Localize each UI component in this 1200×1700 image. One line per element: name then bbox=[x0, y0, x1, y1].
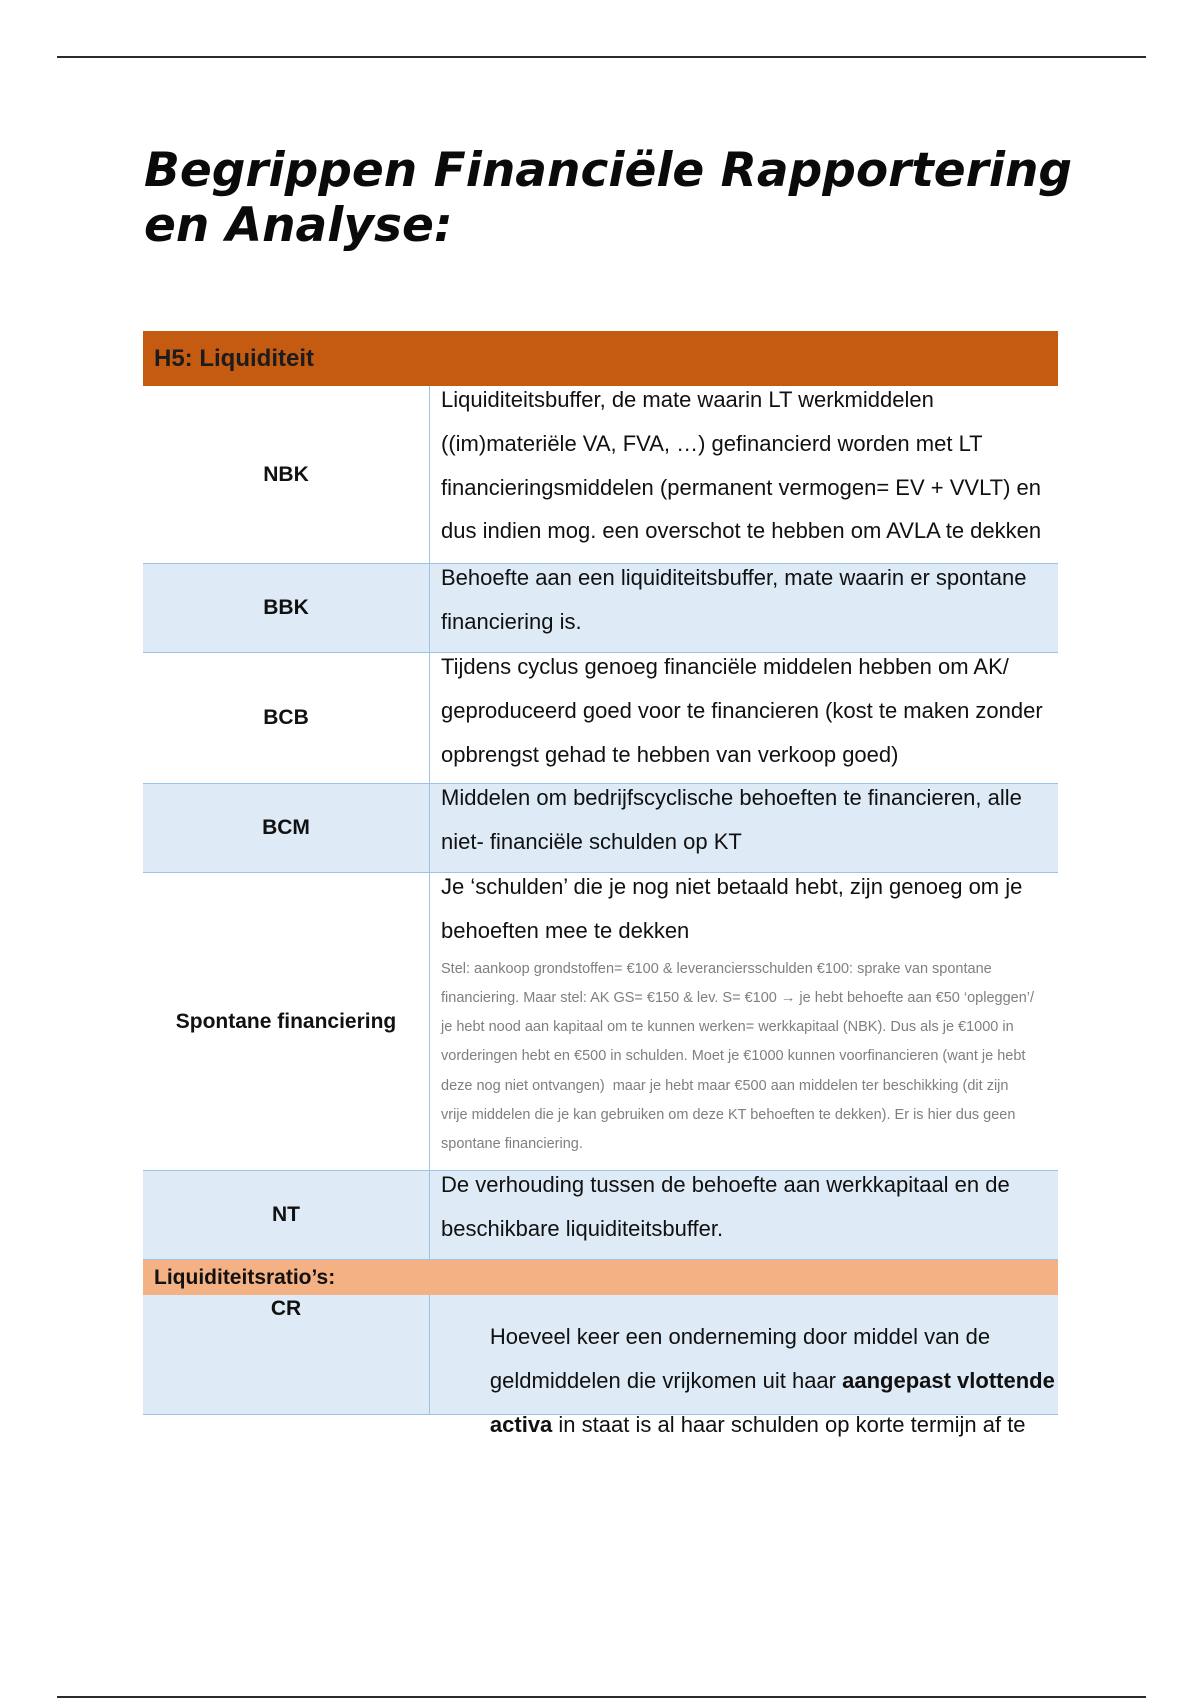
term-cell bbox=[143, 564, 429, 652]
definition-line: De verhouding tussen de behoefte aan werkkapitaal en de bbox=[441, 1172, 1010, 1197]
definition-line: financieringsmiddelen (permanent vermogen= EV + VVLT) en bbox=[441, 474, 1042, 500]
definition-line: behoeften mee te dekken bbox=[441, 917, 690, 943]
definition-cell bbox=[429, 1295, 1058, 1437]
definition-text: in staat is al haar schulden op korte termijn af te bbox=[552, 1411, 1026, 1437]
definition-line: ((im)materiële VA, FVA, …) gefinancierd worden met LT bbox=[441, 430, 983, 456]
table-row bbox=[143, 386, 1058, 564]
definition-line: Middelen om bedrijfscyclische behoeften te financieren, alle bbox=[441, 785, 1022, 810]
subheader-label: Liquiditeitsratio’s: bbox=[154, 1265, 336, 1289]
definition-cell bbox=[429, 784, 1058, 872]
term-label: CR bbox=[270, 1297, 302, 1320]
definition-text: geldmiddelen die vrijkomen uit haar bbox=[489, 1367, 843, 1393]
definition-cell bbox=[429, 564, 1058, 652]
definition-text: Hoeveel keer een onderneming door middel van de bbox=[489, 1324, 991, 1349]
definition-cell bbox=[429, 1171, 1058, 1259]
definition-line: beschikbare liquiditeitsbuffer. bbox=[441, 1215, 724, 1241]
section-header-row bbox=[143, 331, 1058, 386]
definition-line: financiering is. bbox=[441, 608, 582, 634]
example-line: vrije middelen die je kan gebruiken om deze KT behoeften te dekken). Er is hier dus geen bbox=[441, 1107, 1016, 1124]
example-line: financiering. Maar stel: AK GS= €150 & lev. S= €100 → je hebt behoefte aan €50 ‘opleggen’/ bbox=[441, 989, 1035, 1006]
example-line: deze nog niet ontvangen) maar je hebt maar €500 aan middelen ter beschikking (dit zijn bbox=[441, 1077, 1009, 1094]
example-note bbox=[441, 955, 1058, 1160]
example-line: spontane financiering. bbox=[441, 1136, 583, 1153]
definition-line: Liquiditeitsbuffer, de mate waarin LT werkmiddelen bbox=[441, 387, 934, 412]
table-row bbox=[143, 784, 1058, 873]
definition-cell bbox=[429, 386, 1058, 563]
term-label: BCB bbox=[263, 706, 309, 729]
term-label: NT bbox=[272, 1203, 300, 1226]
definition-line: geproduceerd goed voor te financieren (kost te maken zonder bbox=[441, 697, 1043, 723]
example-line: je hebt nood aan kapitaal om te kunnen werken= werkkapitaal (NBK). Dus als je €1000 in bbox=[441, 1019, 1014, 1036]
term-cell bbox=[143, 1295, 429, 1414]
section-header-label: H5: Liquiditeit bbox=[154, 344, 314, 372]
term-label: Spontane financiering bbox=[175, 1009, 397, 1033]
footer-rule bbox=[57, 1696, 1146, 1698]
definition-line bbox=[441, 1295, 1058, 1349]
table-row bbox=[143, 873, 1058, 1171]
example-line: vorderingen hebt en €500 in schulden. Moet je €1000 kunnen voorfinancieren (want je hebt bbox=[441, 1048, 1026, 1065]
term-cell bbox=[143, 873, 429, 1170]
definition-line: Tijdens cyclus genoeg financiële middelen hebben om AK/ bbox=[441, 654, 1009, 679]
header-rule bbox=[57, 56, 1146, 58]
definition-line: Behoefte aan een liquiditeitsbuffer, mate waarin er spontane bbox=[441, 565, 1027, 590]
definition-line: opbrengst gehad te hebben van verkoop goed) bbox=[441, 741, 899, 767]
table-row bbox=[143, 653, 1058, 784]
subheader-row bbox=[143, 1260, 1058, 1295]
definition-emphasis: activa bbox=[489, 1411, 553, 1437]
term-label: NBK bbox=[263, 462, 309, 486]
term-label: BBK bbox=[263, 596, 309, 619]
definition-line: Je ‘schulden’ die je nog niet betaald hebt, zijn genoeg om je bbox=[441, 874, 1023, 899]
definition-line: niet- financiële schulden op KT bbox=[441, 828, 742, 854]
definition-cell bbox=[429, 653, 1058, 783]
term-label: BCM bbox=[262, 816, 310, 839]
term-cell bbox=[143, 386, 429, 563]
definition-line: dus indien mog. een overschot te hebben om AVLA te dekken bbox=[441, 518, 1042, 544]
table-row bbox=[143, 564, 1058, 653]
table-row bbox=[143, 1171, 1058, 1260]
document-title: Begrippen Financiële Rapportering en Analyse: bbox=[144, 143, 1073, 253]
example-line: Stel: aankoop grondstoffen= €100 & leveranciersschulden €100: sprake van spontane bbox=[441, 960, 992, 977]
definition-emphasis: aangepast vlottende bbox=[842, 1367, 1055, 1393]
term-cell bbox=[143, 653, 429, 783]
table-row bbox=[143, 1295, 1058, 1437]
term-cell bbox=[143, 784, 429, 872]
definition-cell bbox=[429, 873, 1058, 1170]
term-cell bbox=[143, 1171, 429, 1259]
definitions-table bbox=[143, 331, 1058, 1437]
